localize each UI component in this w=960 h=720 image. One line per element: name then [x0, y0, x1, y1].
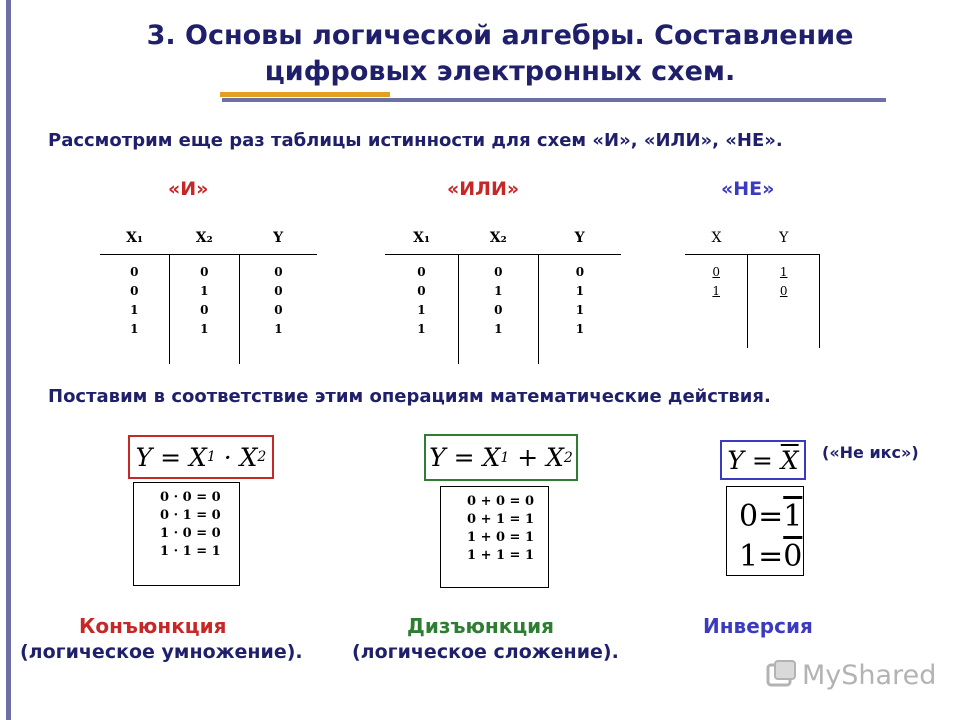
and-x2-0: 0: [200, 265, 209, 279]
or-result-2: 1 + 0 = 1: [467, 530, 535, 545]
not-x-0: 0: [712, 265, 721, 279]
not-formula-xbar: $\overline{X}$: [780, 445, 799, 475]
or-formula-eq: =: [453, 443, 475, 472]
and-formula-sub2: 2: [257, 449, 267, 465]
and-x2-3: 1: [200, 322, 209, 336]
watermark-text: MyShared: [802, 659, 937, 691]
desc-conjunction: (логическое умножение).: [20, 641, 303, 663]
or-y-column: [538, 255, 621, 365]
and-header-y: Y: [239, 222, 317, 255]
watermark: [766, 655, 946, 695]
watermark-logo-icon: [766, 659, 798, 691]
and-header-x2: X₂: [169, 222, 239, 255]
not-result-0-eq: =: [758, 499, 784, 534]
or-result-0: 0 + 0 = 0: [467, 494, 535, 509]
slide-title: 3. Основы логической алгебры. Составление цифровых электронных схем.: [146, 20, 854, 87]
not-formula-eq: =: [751, 445, 773, 475]
not-x-column: [685, 255, 748, 349]
name-disjunction: Дизъюнкция: [407, 614, 554, 638]
or-x2-0: 0: [494, 265, 503, 279]
or-formula-x1: X: [482, 443, 501, 472]
and-formula: [128, 435, 274, 479]
or-formula-sub2: 2: [563, 449, 573, 466]
op-label-or: «ИЛИ»: [447, 178, 520, 200]
or-y-3: 1: [575, 322, 585, 336]
not-result-1-eq: =: [758, 539, 784, 574]
and-x1-2: 1: [130, 303, 139, 317]
and-result-0: 0 · 0 = 0: [160, 490, 221, 505]
and-y-column: [239, 255, 317, 365]
or-y-1: 1: [575, 284, 585, 298]
not-formula-y: Y: [727, 445, 744, 475]
not-result-0-lhs: 0: [739, 499, 759, 534]
or-x1-0: 0: [417, 265, 426, 279]
name-inversion: Инверсия: [703, 614, 813, 638]
name-conjunction: Конъюнкция: [79, 614, 227, 638]
or-x1-2: 1: [417, 303, 426, 317]
and-x1-1: 0: [130, 284, 139, 298]
and-y-1: 0: [274, 284, 283, 298]
or-formula-op: +: [517, 443, 539, 472]
not-note: («Не икс»): [822, 443, 919, 462]
and-formula-x1: X: [189, 442, 207, 472]
not-header-y: Y: [748, 222, 820, 255]
or-formula: [424, 434, 578, 481]
or-formula-sub1: 1: [500, 449, 510, 466]
and-x1-0: 0: [130, 265, 139, 279]
and-formula-sub1: 1: [206, 449, 216, 465]
intro-text: Рассмотрим еще раз таблицы истинности для схем «И», «ИЛИ», «НЕ».: [48, 130, 783, 151]
and-y-0: 0: [274, 265, 283, 279]
not-results-box: [726, 486, 804, 576]
or-y-2: 1: [575, 303, 585, 317]
and-x1-3: 1: [130, 322, 139, 336]
and-x2-2: 0: [200, 303, 209, 317]
not-truth-table: [685, 222, 820, 348]
or-x1-3: 1: [417, 322, 426, 336]
title-underline: [222, 98, 886, 102]
not-x-1: 1: [712, 284, 721, 298]
or-header-y: Y: [538, 222, 621, 255]
op-label-not: «НЕ»: [721, 178, 775, 200]
or-x2-1: 1: [494, 284, 503, 298]
or-x2-3: 1: [494, 322, 503, 336]
or-result-1: 0 + 1 = 1: [467, 512, 535, 527]
and-formula-op: ·: [223, 442, 232, 472]
desc-disjunction: (логическое сложение).: [352, 641, 619, 663]
not-y-column: [748, 255, 820, 349]
or-truth-table: [385, 222, 621, 364]
title-underline-accent: [220, 92, 390, 97]
and-y-3: 1: [274, 322, 283, 336]
not-result-1: [739, 537, 803, 577]
or-x2-column: [458, 255, 538, 365]
or-x2-2: 0: [494, 303, 503, 317]
actions-text: Поставим в соответствие этим операциям математические действия.: [48, 386, 771, 407]
not-result-1-lhs: 1: [739, 539, 759, 574]
not-header-x: X: [685, 222, 748, 255]
and-formula-y: Y: [135, 442, 153, 472]
left-accent-bar: [6, 0, 11, 720]
and-formula-x2: X: [239, 442, 258, 472]
or-header-x1: X₁: [385, 222, 458, 255]
or-header-x2: X₂: [458, 222, 538, 255]
or-x1-column: [385, 255, 458, 365]
and-truth-table: [100, 222, 317, 364]
and-header-x1: X₁: [100, 222, 169, 255]
and-x2-1: 1: [200, 284, 209, 298]
not-formula: [720, 440, 806, 480]
or-formula-y: Y: [429, 443, 446, 472]
and-result-3: 1 · 1 = 1: [160, 544, 221, 559]
not-y-0: 1: [779, 265, 788, 279]
and-formula-eq: =: [160, 442, 182, 472]
not-result-0-rhs: 1: [783, 499, 803, 534]
not-result-1-rhs: 0: [783, 539, 803, 574]
and-result-1: 0 · 1 = 0: [160, 508, 221, 523]
not-y-1: 0: [779, 284, 788, 298]
or-x1-1: 0: [417, 284, 426, 298]
and-result-2: 1 · 0 = 0: [160, 526, 221, 541]
and-x2-column: [169, 255, 239, 365]
or-result-3: 1 + 1 = 1: [467, 548, 535, 563]
and-results-box: [133, 482, 240, 586]
or-y-0: 0: [575, 265, 585, 279]
or-results-box: [440, 486, 549, 588]
not-result-0: [739, 497, 803, 537]
or-formula-x2: X: [546, 443, 564, 472]
and-x1-column: [100, 255, 169, 365]
and-y-2: 0: [274, 303, 283, 317]
op-label-and: «И»: [168, 178, 209, 200]
